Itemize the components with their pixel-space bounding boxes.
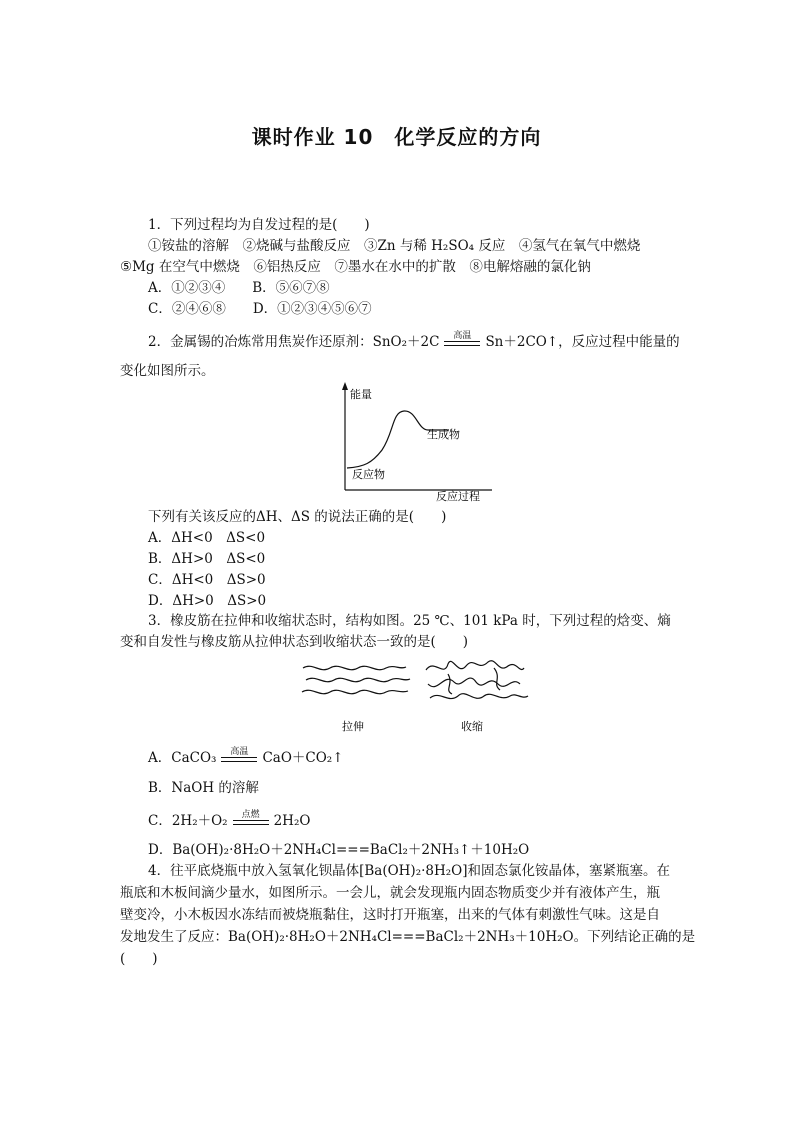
q4-line2: 瓶底和木板间滴少量水，如图所示。一会儿，就会发现瓶内固态物质变少并有液体产生，瓶 [120,885,660,901]
q1-items-line1: ①铵盐的溶解 ②烧碱与盐酸反应 ③Zn 与稀 H₂SO₄ 反应 ④氢气在氧气中燃烧 [148,238,641,254]
q3-option-d: D．Ba(OH)₂·8H₂O＋2NH₄Cl===BaCl₂＋2NH₃↑＋10H₂O [148,842,530,858]
energy-diagram [334,380,494,502]
q2-option-d: D．ΔH>0 ΔS>0 [148,593,267,609]
q4-line4: 发地发生了反应：Ba(OH)₂·8H₂O＋2NH₄Cl===BaCl₂＋2NH₃＋10H₂O。下列结论正确的是 [120,929,696,945]
q3-option-c [148,809,708,830]
q1-options-cd: C．②④⑥⑧ D．①②③④⑤⑥⑦ [148,301,372,317]
shrunk-chains [426,661,528,699]
q2-option-b: B．ΔH>0 ΔS<0 [148,551,266,567]
q3-option-a [148,746,708,767]
q2-option-a: A．ΔH<0 ΔS<0 [148,530,266,546]
q2-stem-line2: 变化如图所示。 [120,363,215,379]
q1-items-line2: ⑤Mg 在空气中燃烧 ⑥铝热反应 ⑦墨水在水中的扩散 ⑧电解熔融的氯化钠 [120,259,591,275]
q3-option-c-part2: 2H₂O [273,813,311,829]
q2-condition: 高温 [453,330,472,341]
q2-question: 下列有关该反应的ΔH、ΔS 的说法正确的是( ) [148,509,447,525]
product-label: 生成物 [427,428,460,441]
q4-line5: ( ) [120,951,158,967]
q4-line1: 4．往平底烧瓶中放入氢氧化钡晶体[Ba(OH)₂·8H₂O]和固态氯化铵晶体，塞紧瓶塞。在 [148,863,671,879]
ylabel: 能量 [350,388,372,401]
q3-option-c-equals [231,809,271,828]
reactant-label: 反应物 [352,468,385,481]
q3-option-a-part2: CaO＋CO₂↑ [262,750,344,766]
q2-stem-line1 [148,330,708,351]
q3-option-b: B．NaOH 的溶解 [148,780,259,796]
q1-options-ab: A．①②③④ B．⑤⑥⑦⑧ [148,280,330,296]
q3-stem-line1: 3．橡皮筋在拉伸和收缩状态时，结构如图。25 ℃、101 kPa 时，下列过程的焓变、熵 [148,613,671,629]
q3-stem-line2: 变和自发性与橡皮筋从拉伸状态到收缩状态一致的是( ) [120,634,469,650]
stretched-chains [302,666,410,693]
stretch-label: 拉伸 [342,720,364,733]
q3-option-a-condition: 高温 [230,746,249,757]
rubber-band-figure [298,654,538,734]
q3-option-a-equals [219,746,259,765]
q2-option-c: C．ΔH<0 ΔS>0 [148,572,266,588]
shrink-label: 收缩 [461,720,483,733]
q3-option-c-part1: C．2H₂＋O₂ [148,813,228,829]
q2-equals-sign [442,330,482,349]
q3-option-c-condition: 点燃 [241,809,260,820]
q1-stem: 1．下列过程均为自发过程的是( ) [148,217,370,233]
q2-stem-part2: Sn＋2CO↑，反应过程中能量的 [485,334,680,350]
q4-line3: 壁变冷，小木板因水冻结而被烧瓶黏住，这时打开瓶塞，出来的气体有刺激性气味。这是自 [120,907,660,923]
q2-stem-part1: 2．金属锡的冶炼常用焦炭作还原剂：SnO₂＋2C [148,334,440,350]
page-title: 课时作业 10 化学反应的方向 [251,125,542,149]
q3-option-a-part1: A．CaCO₃ [148,750,217,766]
xlabel: 反应过程 [436,490,480,502]
